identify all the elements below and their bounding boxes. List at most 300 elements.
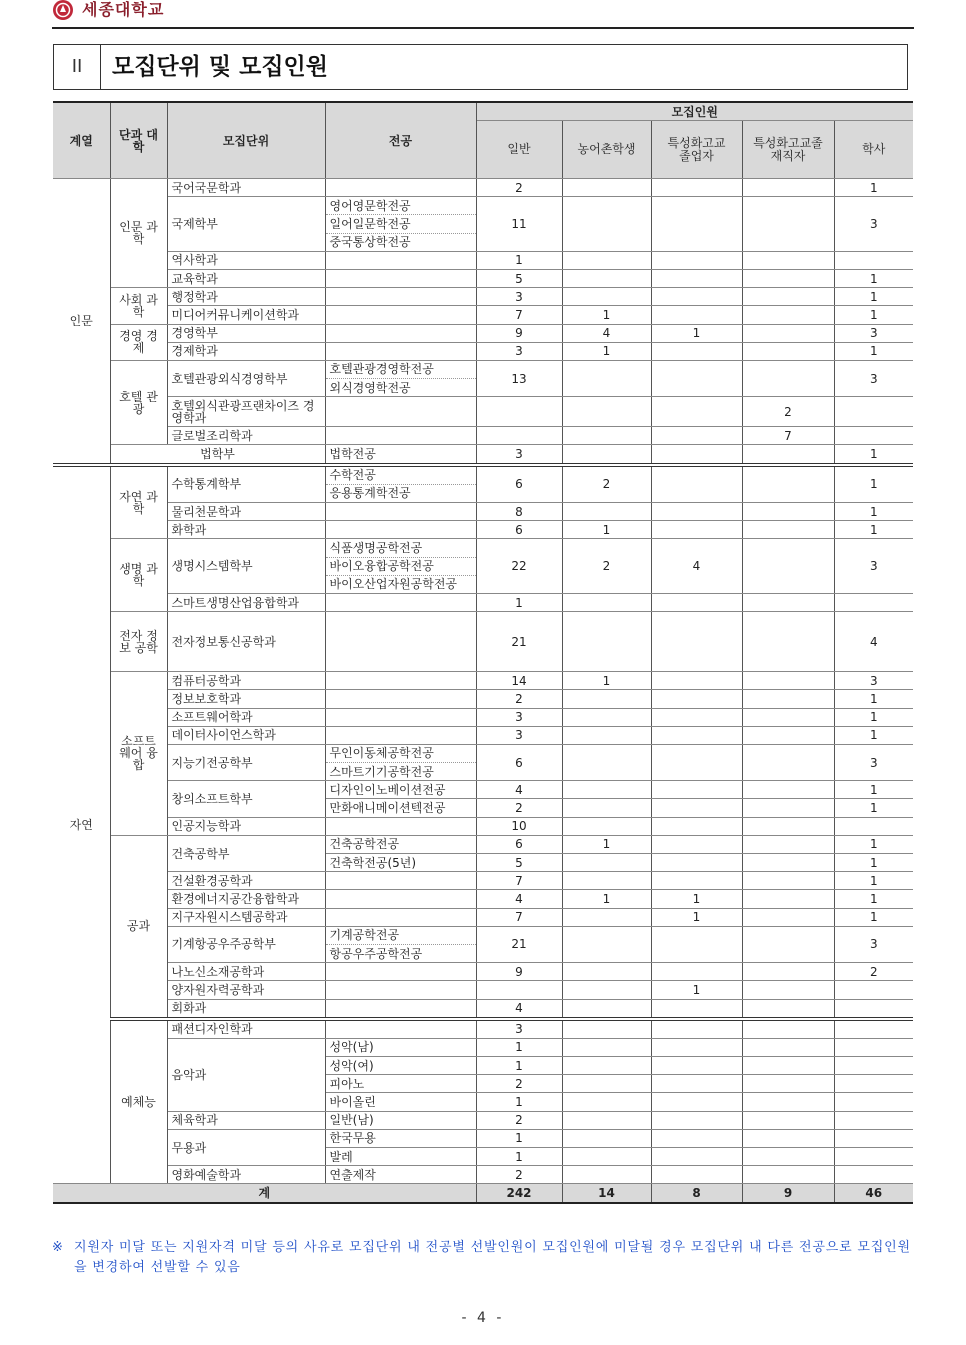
table-row — [53, 342, 913, 360]
rural-cell: 1 — [562, 342, 651, 360]
college-cell: 생명 과학 — [110, 539, 167, 612]
bachelor-cell — [834, 1166, 913, 1184]
rural-cell — [562, 1148, 651, 1166]
rural-cell — [562, 963, 651, 981]
vocational-worker-cell — [742, 306, 834, 324]
major-cell — [325, 981, 476, 999]
vocational-grad-cell — [651, 427, 742, 445]
bachelor-cell: 3 — [834, 360, 913, 396]
general-cell: 3 — [476, 342, 562, 360]
unit-cell: 역사학과 — [167, 251, 325, 269]
table-row — [53, 612, 913, 672]
bachelor-cell: 1 — [834, 521, 913, 539]
table-row — [53, 179, 913, 197]
unit-cell: 국어국문학과 — [167, 179, 325, 197]
major-cell — [325, 872, 476, 890]
note-mark: ※ — [52, 1240, 63, 1255]
general-cell: 4 — [476, 890, 562, 908]
table-row — [53, 324, 913, 342]
vocational-grad-cell — [651, 672, 742, 690]
vocational-worker-cell — [742, 197, 834, 252]
vocational-grad-cell — [651, 360, 742, 396]
vocational-worker-cell — [742, 817, 834, 835]
rural-cell: 1 — [562, 521, 651, 539]
header-rural: 농어촌학생 — [562, 121, 651, 179]
bachelor-cell — [834, 1093, 913, 1111]
unit-cell: 호텔외식관광프랜차이즈 경영학과 — [167, 397, 325, 427]
unit-cell: 영화예술학과 — [167, 1166, 325, 1184]
major-cell — [325, 288, 476, 306]
table-row — [53, 539, 913, 557]
unit-cell: 정보보호학과 — [167, 690, 325, 708]
table-body — [53, 179, 913, 1184]
vocational-worker-cell — [742, 999, 834, 1019]
unit-cell: 전자정보통신공학과 — [167, 612, 325, 672]
vocational-worker-cell — [742, 726, 834, 744]
college-cell: 경영 경제 — [110, 324, 167, 360]
vocational-grad-cell: 4 — [651, 539, 742, 594]
general-cell: 13 — [476, 360, 562, 396]
table-row — [53, 593, 913, 611]
major-cell: 한국무용 — [325, 1129, 476, 1147]
unit-cell: 화학과 — [167, 521, 325, 539]
major-cell — [325, 999, 476, 1019]
note-text: 지원자 미달 또는 지원자격 미달 등의 사유로 모집단위 내 전공별 선발인원이 모집인원에 미달될 경우 모집단위 내 다른 전공으로 모집인원을 변경하여 선발할 수 있음 — [74, 1240, 911, 1275]
rural-cell: 4 — [562, 324, 651, 342]
vocational-worker-cell — [742, 835, 834, 853]
bachelor-cell: 1 — [834, 269, 913, 287]
vocational-worker-cell — [742, 342, 834, 360]
vocational-worker-cell — [742, 465, 834, 503]
bachelor-cell: 3 — [834, 672, 913, 690]
vocational-worker-cell — [742, 799, 834, 817]
bachelor-cell — [834, 397, 913, 427]
vocational-worker-cell — [742, 324, 834, 342]
unit-cell: 환경에너지공간융합학과 — [167, 890, 325, 908]
general-cell: 7 — [476, 306, 562, 324]
header-general: 일반 — [476, 121, 562, 179]
college-cell: 전자 정보 공학 — [110, 612, 167, 672]
table-row — [53, 690, 913, 708]
rural-cell — [562, 708, 651, 726]
table-row — [53, 835, 913, 853]
major-cell: 건축학전공(5년) — [325, 854, 476, 872]
vocational-grad-cell — [651, 1148, 742, 1166]
major-cell: 바이오산업자원공학전공 — [325, 575, 476, 593]
major-cell: 바이오융합공학전공 — [325, 557, 476, 575]
general-cell: 3 — [476, 1019, 562, 1039]
rural-cell — [562, 744, 651, 780]
header-vocational-grad: 특성화고교 졸업자 — [651, 121, 742, 179]
rural-cell — [562, 1111, 651, 1129]
vocational-grad-cell — [651, 1093, 742, 1111]
vocational-worker-cell — [742, 744, 834, 780]
general-cell: 6 — [476, 744, 562, 780]
vocational-grad-cell: 1 — [651, 908, 742, 926]
unit-cell: 회화과 — [167, 999, 325, 1019]
general-cell: 11 — [476, 197, 562, 252]
bachelor-cell: 3 — [834, 197, 913, 252]
vocational-worker-cell — [742, 1019, 834, 1039]
bachelor-cell: 1 — [834, 872, 913, 890]
unit-cell: 건축공학부 — [167, 835, 325, 871]
rural-cell — [562, 397, 651, 427]
total-vocational-grad: 8 — [651, 1184, 742, 1203]
vocational-worker-cell — [742, 908, 834, 926]
rural-cell — [562, 251, 651, 269]
major-cell — [325, 342, 476, 360]
table-row — [53, 1038, 913, 1056]
admission-quota-table — [53, 101, 913, 1204]
table-row — [53, 397, 913, 427]
general-cell: 2 — [476, 690, 562, 708]
bachelor-cell: 1 — [834, 445, 913, 465]
unit-cell: 수학통계학부 — [167, 465, 325, 503]
major-cell — [325, 593, 476, 611]
unit-cell: 무용과 — [167, 1129, 325, 1165]
rural-cell — [562, 690, 651, 708]
bachelor-cell: 4 — [834, 612, 913, 672]
vocational-worker-cell — [742, 1038, 834, 1056]
general-cell: 2 — [476, 1166, 562, 1184]
general-cell: 9 — [476, 963, 562, 981]
bachelor-cell: 1 — [834, 890, 913, 908]
rural-cell — [562, 981, 651, 999]
table-row — [53, 926, 913, 944]
vocational-grad-cell — [651, 1075, 742, 1093]
table-row — [53, 908, 913, 926]
general-cell: 2 — [476, 799, 562, 817]
general-cell: 6 — [476, 465, 562, 503]
header-quota-group: 모집인원 — [476, 102, 913, 121]
bachelor-cell — [834, 1038, 913, 1056]
header-rule — [52, 27, 914, 29]
unit-cell: 경제학과 — [167, 342, 325, 360]
unit-cell: 국제학부 — [167, 197, 325, 252]
vocational-grad-cell — [651, 179, 742, 197]
major-cell: 기계공학전공 — [325, 926, 476, 944]
general-cell: 7 — [476, 908, 562, 926]
general-cell: 9 — [476, 324, 562, 342]
header-field: 계열 — [53, 102, 110, 179]
rural-cell — [562, 503, 651, 521]
major-cell — [325, 890, 476, 908]
major-cell — [325, 269, 476, 287]
vocational-worker-cell — [742, 1129, 834, 1147]
general-cell: 22 — [476, 539, 562, 594]
rural-cell — [562, 854, 651, 872]
college-cell: 예체능 — [110, 1019, 167, 1184]
vocational-grad-cell — [651, 744, 742, 780]
vocational-grad-cell — [651, 306, 742, 324]
major-cell: 연출제작 — [325, 1166, 476, 1184]
vocational-grad-cell — [651, 197, 742, 252]
header-vocational-worker: 특성화고교졸 재직자 — [742, 121, 834, 179]
major-cell: 스마트기기공학전공 — [325, 763, 476, 781]
unit-cell: 창의소프트학부 — [167, 781, 325, 817]
table-row — [53, 890, 913, 908]
major-cell: 영어영문학전공 — [325, 197, 476, 215]
general-cell: 14 — [476, 672, 562, 690]
table-row — [53, 744, 913, 762]
vocational-grad-cell — [651, 465, 742, 503]
general-cell: 3 — [476, 726, 562, 744]
general-cell: 3 — [476, 288, 562, 306]
rural-cell — [562, 999, 651, 1019]
major-cell — [325, 963, 476, 981]
vocational-worker-cell — [742, 179, 834, 197]
bachelor-cell — [834, 1129, 913, 1147]
bachelor-cell: 2 — [834, 963, 913, 981]
major-cell: 디자인이노베이션전공 — [325, 781, 476, 799]
bachelor-cell — [834, 1148, 913, 1166]
major-cell: 응용통계학전공 — [325, 484, 476, 502]
vocational-worker-cell — [742, 445, 834, 465]
total-label: 계 — [53, 1184, 476, 1203]
college-cell: 소프트 웨어 융합 — [110, 672, 167, 836]
rural-cell — [562, 179, 651, 197]
major-cell — [325, 672, 476, 690]
vocational-grad-cell — [651, 1166, 742, 1184]
table-row — [53, 427, 913, 445]
vocational-worker-cell — [742, 672, 834, 690]
major-cell: 피아노 — [325, 1075, 476, 1093]
vocational-grad-cell — [651, 1057, 742, 1075]
table-row — [53, 1111, 913, 1129]
major-cell: 건축공학전공 — [325, 835, 476, 853]
table-row — [53, 251, 913, 269]
general-cell — [476, 981, 562, 999]
rural-cell — [562, 360, 651, 396]
vocational-grad-cell — [651, 963, 742, 981]
major-cell: 수학전공 — [325, 465, 476, 485]
bachelor-cell: 1 — [834, 835, 913, 853]
vocational-grad-cell — [651, 342, 742, 360]
unit-cell: 생명시스템학부 — [167, 539, 325, 594]
vocational-worker-cell — [742, 521, 834, 539]
rural-cell — [562, 872, 651, 890]
unit-cell: 인공지능학과 — [167, 817, 325, 835]
major-cell — [325, 306, 476, 324]
table-row — [53, 872, 913, 890]
header-unit: 모집단위 — [167, 102, 325, 179]
vocational-worker-cell — [742, 503, 834, 521]
rural-cell — [562, 197, 651, 252]
field-cell: 자연 — [53, 465, 110, 1184]
general-cell — [476, 427, 562, 445]
unit-cell: 법학부 — [110, 445, 325, 465]
unit-cell: 지구자원시스템공학과 — [167, 908, 325, 926]
rural-cell — [562, 445, 651, 465]
section-title: 모집단위 및 모집인원 — [112, 54, 328, 80]
college-cell: 호텔 관광 — [110, 360, 167, 445]
rural-cell — [562, 1093, 651, 1111]
document-header — [52, 0, 914, 27]
general-cell: 1 — [476, 251, 562, 269]
major-cell — [325, 708, 476, 726]
major-cell: 무인이동체공학전공 — [325, 744, 476, 762]
major-cell — [325, 726, 476, 744]
major-cell: 식품생명공학전공 — [325, 539, 476, 557]
unit-cell: 교육학과 — [167, 269, 325, 287]
bachelor-cell: 1 — [834, 179, 913, 197]
vocational-worker-cell — [742, 539, 834, 594]
university-logo-icon — [52, 0, 74, 21]
bachelor-cell — [834, 1075, 913, 1093]
bachelor-cell: 1 — [834, 799, 913, 817]
vocational-worker-cell — [742, 288, 834, 306]
general-cell: 1 — [476, 1148, 562, 1166]
rural-cell — [562, 1019, 651, 1039]
bachelor-cell: 1 — [834, 306, 913, 324]
vocational-worker-cell — [742, 1166, 834, 1184]
table-row — [53, 465, 913, 485]
unit-cell: 미디어커뮤니케이션학과 — [167, 306, 325, 324]
bachelor-cell — [834, 593, 913, 611]
vocational-worker-cell — [742, 593, 834, 611]
bachelor-cell — [834, 817, 913, 835]
vocational-grad-cell: 1 — [651, 890, 742, 908]
vocational-worker-cell — [742, 251, 834, 269]
vocational-grad-cell — [651, 781, 742, 799]
table-row — [53, 360, 913, 378]
general-cell: 6 — [476, 835, 562, 853]
bachelor-cell — [834, 427, 913, 445]
table-row — [53, 726, 913, 744]
vocational-grad-cell — [651, 521, 742, 539]
general-cell: 10 — [476, 817, 562, 835]
vocational-grad-cell — [651, 690, 742, 708]
general-cell: 7 — [476, 872, 562, 890]
general-cell: 8 — [476, 503, 562, 521]
college-cell: 자연 과학 — [110, 465, 167, 539]
rural-cell: 2 — [562, 539, 651, 594]
bachelor-cell: 1 — [834, 342, 913, 360]
general-cell: 4 — [476, 781, 562, 799]
vocational-grad-cell: 1 — [651, 324, 742, 342]
unit-cell: 물리천문학과 — [167, 503, 325, 521]
general-cell: 2 — [476, 179, 562, 197]
header-major: 전공 — [325, 102, 476, 179]
unit-cell: 글로벌조리학과 — [167, 427, 325, 445]
general-cell: 1 — [476, 1038, 562, 1056]
vocational-grad-cell — [651, 288, 742, 306]
vocational-worker-cell — [742, 872, 834, 890]
major-cell: 호텔관광경영학전공 — [325, 360, 476, 378]
vocational-worker-cell — [742, 708, 834, 726]
general-cell: 5 — [476, 854, 562, 872]
general-cell: 21 — [476, 926, 562, 962]
unit-cell: 데이터사이언스학과 — [167, 726, 325, 744]
major-cell: 발레 — [325, 1148, 476, 1166]
vocational-grad-cell — [651, 251, 742, 269]
bachelor-cell: 3 — [834, 744, 913, 780]
bachelor-cell: 1 — [834, 503, 913, 521]
major-cell: 중국통상학전공 — [325, 233, 476, 251]
table-row — [53, 963, 913, 981]
general-cell: 1 — [476, 1057, 562, 1075]
unit-cell: 건설환경공학과 — [167, 872, 325, 890]
unit-cell: 행정학과 — [167, 288, 325, 306]
total-vocational-worker: 9 — [742, 1184, 834, 1203]
vocational-worker-cell: 2 — [742, 397, 834, 427]
major-cell: 만화애니메이션텍전공 — [325, 799, 476, 817]
field-cell: 인문 — [53, 179, 110, 465]
bachelor-cell: 1 — [834, 465, 913, 503]
bachelor-cell: 3 — [834, 926, 913, 962]
vocational-worker-cell — [742, 1148, 834, 1166]
section-number: II — [54, 45, 101, 89]
total-rural: 14 — [562, 1184, 651, 1203]
unit-cell: 체육학과 — [167, 1111, 325, 1129]
major-cell — [325, 397, 476, 427]
vocational-worker-cell — [742, 1057, 834, 1075]
vocational-worker-cell — [742, 781, 834, 799]
unit-cell: 음악과 — [167, 1038, 325, 1111]
major-cell — [325, 324, 476, 342]
vocational-grad-cell — [651, 1019, 742, 1039]
rural-cell: 2 — [562, 465, 651, 503]
major-cell: 법학전공 — [325, 445, 476, 465]
rural-cell — [562, 593, 651, 611]
vocational-worker-cell: 7 — [742, 427, 834, 445]
general-cell: 1 — [476, 1093, 562, 1111]
vocational-grad-cell — [651, 397, 742, 427]
vocational-grad-cell — [651, 854, 742, 872]
major-cell: 바이올린 — [325, 1093, 476, 1111]
vocational-grad-cell — [651, 1129, 742, 1147]
vocational-grad-cell — [651, 926, 742, 962]
vocational-grad-cell — [651, 708, 742, 726]
major-cell: 외식경영학전공 — [325, 379, 476, 397]
header-bachelor: 학사 — [834, 121, 913, 179]
vocational-worker-cell — [742, 981, 834, 999]
unit-cell: 지능기전공학부 — [167, 744, 325, 780]
general-cell: 3 — [476, 708, 562, 726]
rural-cell — [562, 288, 651, 306]
major-cell — [325, 427, 476, 445]
vocational-worker-cell — [742, 1111, 834, 1129]
total-bachelor: 46 — [834, 1184, 913, 1203]
vocational-grad-cell — [651, 269, 742, 287]
bachelor-cell: 1 — [834, 726, 913, 744]
major-cell: 항공우주공학전공 — [325, 944, 476, 962]
table-row — [53, 503, 913, 521]
vocational-worker-cell — [742, 612, 834, 672]
table-row — [53, 1166, 913, 1184]
bachelor-cell — [834, 1057, 913, 1075]
college-cell: 인문 과학 — [110, 179, 167, 288]
table-row — [53, 781, 913, 799]
general-cell: 6 — [476, 521, 562, 539]
vocational-worker-cell — [742, 963, 834, 981]
vocational-grad-cell — [651, 1111, 742, 1129]
vocational-worker-cell — [742, 1075, 834, 1093]
major-cell — [325, 503, 476, 521]
vocational-grad-cell — [651, 817, 742, 835]
unit-cell: 경영학부 — [167, 324, 325, 342]
vocational-grad-cell — [651, 835, 742, 853]
unit-cell: 호텔관광외식경영학부 — [167, 360, 325, 396]
college-cell: 공과 — [110, 835, 167, 1018]
vocational-worker-cell — [742, 854, 834, 872]
vocational-worker-cell — [742, 269, 834, 287]
major-cell — [325, 1019, 476, 1039]
rural-cell — [562, 1038, 651, 1056]
general-cell: 4 — [476, 999, 562, 1019]
table-row — [53, 1019, 913, 1039]
major-cell: 성악(남) — [325, 1038, 476, 1056]
